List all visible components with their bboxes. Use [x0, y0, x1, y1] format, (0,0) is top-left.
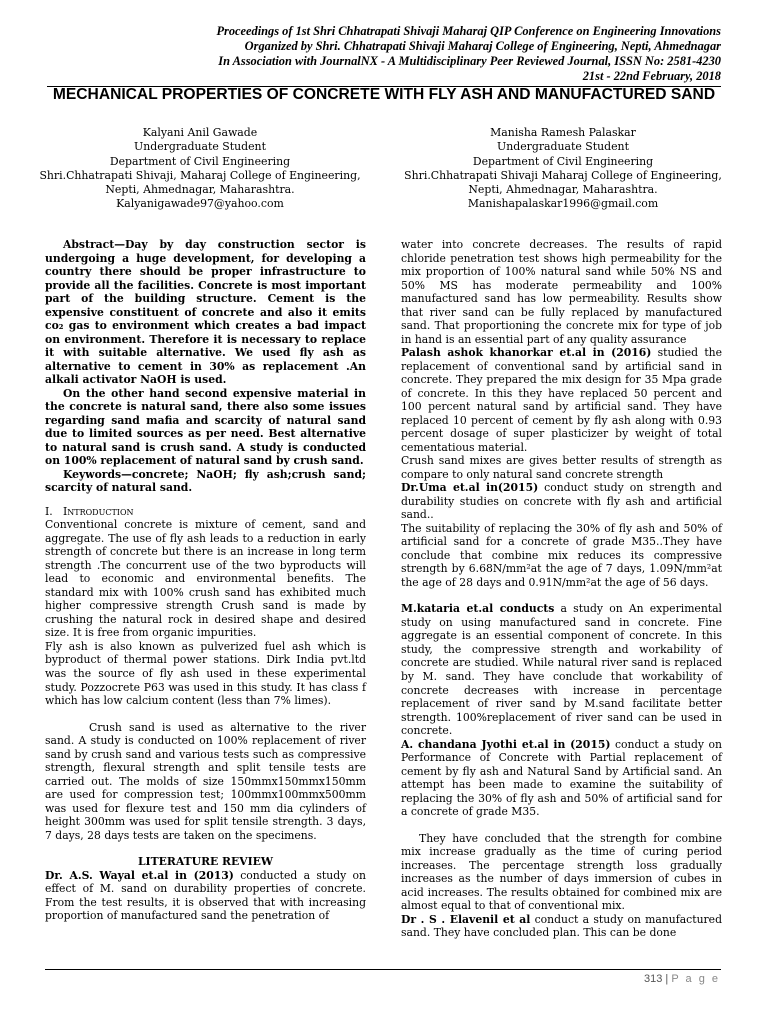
author-email: Manishapalaskar1996@gmail.com — [467, 197, 659, 211]
conference-header-date: 21st - 22nd February, 2018 — [582, 69, 721, 83]
intro-paragraph-2: Fly ash is also known as pulverized fuel ash which is byproduct of thermal power stations. Dirk India pvt.ltd was the source of fly ash used in these experimental study. Pozzocrete P63 was used in this study. It has class f which has low calcium content (less than 7% limes). — [45, 639, 366, 708]
footer-divider — [45, 969, 721, 970]
footer-separator: | — [665, 973, 669, 985]
citation-text: studied the replacement of conventional sand by artificial sand in concrete. They prepared the mix design for 35 Mpa grade of concrete. In this they have replaced 50 percent and 100 percent natural sand by artificial sand. They have replaced 10 percent of cement by fly ash along with 0.93 percent dosage of super plasticizer by weight of total cementatious material. — [401, 346, 723, 454]
author-department: Department of Civil Engineering — [109, 154, 291, 168]
author-name: Manisha Ramesh Palaskar — [490, 126, 636, 139]
citation-lead: Dr . S . Elavenil et al — [401, 912, 531, 926]
page-number: 313 — [643, 973, 663, 985]
author-college: Shri.Chhatrapati Shivaji Maharaj College of Engineering, — [404, 168, 722, 182]
author-name: Kalyani Anil Gawade — [142, 126, 258, 139]
section-heading-introduction — [45, 505, 366, 519]
section-heading-literature-review: LITERATURE REVIEW — [137, 855, 274, 869]
lit-paragraph-continued: water into concrete decreases. The results of rapid chloride penetration test shows high permeability for the mix proportion of 100% natural sand while 50% NS and 50% MS has moderate permeability and 100% manufactured sand has low permeability. Results show that river sand can be fully replaced by manufactured sand. That proportioning the concrete mix for type of job in hand is an essential part of any quality assurance — [401, 238, 722, 346]
lit-paragraph-1 — [45, 869, 366, 923]
author-email: Kalyanigawade97@yahoo.com — [116, 197, 284, 211]
abstract-paragraph-1: Abstract—Day by day construction sector is undergoing a huge development, for developing a country there should be proper infrastructure to provide all the facilities. Concrete is most important part of the building structure. Cement is the expensive constituent of concrete and also it emits co₂ gas to environment which creates a bad impact on environment. Therefore it is necessary to replace it with suitable alternative. We used fly ash as alternative to cement in 30% as replacement .An alkali activator NaOH is used. — [45, 238, 366, 387]
conference-header-line-2: Organized by Shri. Chhatrapati Shivaji Maharaj College of Engineering, Nepti, Ahmednagar — [244, 39, 721, 53]
citation-lead: Palash ashok khanorkar et.al in (2016) — [401, 346, 652, 360]
intro-paragraph-1: Conventional concrete is mixture of cement, sand and aggregate. The use of fly ash leads to a reduction in early strength of concrete but there is an increase in long term strength .The concurrent use of the two byproducts will lead to economic and environmental benefits. The standard mix with 100% crush sand has exhibited much higher compressive strength Crush sand is made by crushing the natural rock in desired shape and desired size. It is free from organic impurities. — [45, 518, 366, 640]
author-college: Shri.Chhatrapati Shivaji, Maharaj College of Engineering, — [39, 168, 361, 182]
paper-title: MECHANICAL PROPERTIES OF CONCRETE WITH FLY ASH AND MANUFACTURED SAND — [52, 86, 716, 103]
right-column — [401, 238, 722, 940]
lit-paragraph-6 — [401, 602, 722, 737]
lit-paragraph-2 — [401, 346, 722, 454]
citation-lead: Dr.Uma et.al in(2015) — [401, 481, 539, 495]
citation-text: conduct study on strength and durability studies on concrete with fly ash and artificial sand.. — [401, 481, 722, 522]
abstract-paragraph-2: On the other hand second expensive material in the concrete is natural sand, there also some issues regarding sand mafia and scarcity of natural sand due to limited sources as per need. Best alternative to natural sand is crush sand. A study is conducted on 100% replacement of natural sand by crush sand. — [45, 386, 366, 468]
author-role: Undergraduate Student — [497, 140, 629, 154]
citation-text: conduct a study on Performance of Concrete with Partial replacement of cement by fly ash and Natural Sand by Artificial sand. An attempt has been made to examine the suitability of replacing the 30% of fly ash and 50% of artificial sand for a concrete of grade M35. — [401, 737, 722, 819]
page-footer — [644, 973, 720, 985]
citation-text: conduct a study on manufactured sand. They have concluded plan. This can be done — [401, 912, 722, 940]
author-role: Undergraduate Student — [134, 140, 266, 154]
intro-paragraph-3: Crush sand is used as alternative to the river sand. A study is conducted on 100% replacement of river sand by crush sand and various tests such as compressive strength, flexural strength and split tensile tests are carried out. The molds of size 150mmx150mmx150mm are used for compression test; 100mmx100mmx500mm was used for flexure test and 150 mm dia cylinders of height 300mm was used for split tensile strength. 3 days, 7 days, 28 days tests are taken on the specimens. — [45, 720, 366, 842]
left-column — [45, 238, 366, 923]
lit-paragraph-5: The suitability of replacing the 30% of fly ash and 50% of artificial sand for a concrete of grade M35..They have conclude that combine mix reduces its compressive strength by 6.68N/mm²at the age of 7 days, 1.09N/mm²at the age of 28 days and 0.91N/mm²at the age of 56 days. — [401, 521, 722, 589]
author-place: Nepti, Ahmednagar, Maharashtra. — [105, 183, 295, 197]
lit-paragraph-7 — [401, 738, 722, 819]
lit-paragraph-9 — [401, 913, 722, 940]
citation-lead: A. chandana Jyothi et.al in (2015) — [401, 737, 611, 751]
author-place: Nepti, Ahmednagar, Maharashtra. — [468, 183, 658, 197]
author-department: Department of Civil Engineering — [472, 154, 654, 168]
conference-header-line-3: In Association with JournalNX - A Multidisciplinary Peer Reviewed Journal, ISSN No: 2581-4230 — [218, 54, 721, 68]
page-word: P a g e — [671, 973, 720, 985]
section-title: Introduction — [63, 504, 134, 518]
section-number: I. — [45, 504, 53, 518]
author-block-1 — [30, 126, 370, 212]
lit-paragraph-8: They have concluded that the strength for combine mix increase gradually as the time of curing period increases. The percentage strength loss gradually increases as the number of days immersion of cubes in acid increases. The results obtained for combined mix are almost equal to that of conventional mix. — [401, 831, 722, 913]
author-block-2 — [393, 126, 733, 212]
citation-lead: Dr. A.S. Wayal et.al in (2013) — [45, 868, 234, 882]
lit-paragraph-4 — [401, 481, 722, 522]
lit-paragraph-3: Crush sand mixes are gives better results of strength as compare to only natural sand concrete strength — [401, 454, 722, 481]
conference-header-line-1: Proceedings of 1st Shri Chhatrapati Shivaji Maharaj QIP Conference on Engineering Innovations — [216, 24, 721, 38]
keywords: Keywords—concrete; NaOH; fly ash;crush sand; scarcity of natural sand. — [45, 467, 366, 495]
citation-text: a study on An experimental study on using manufactured sand in concrete. Fine aggregate is an essential component of concrete. In this study, the compressive strength and workability of concrete are studied. While natural river sand is replaced by M. sand. They have conclude that workability of concrete decreases with increase in percentage replacement of river sand by M.sand facilitate better strength. 100%replacement of river sand can be used in concrete. — [401, 602, 722, 738]
citation-lead: M.kataria et.al conducts — [401, 602, 555, 616]
citation-text: conducted a study on effect of M. sand on durability properties of concrete. From the test results, it is observed that with increasing proportion of manufactured sand the penetration of — [45, 868, 366, 923]
